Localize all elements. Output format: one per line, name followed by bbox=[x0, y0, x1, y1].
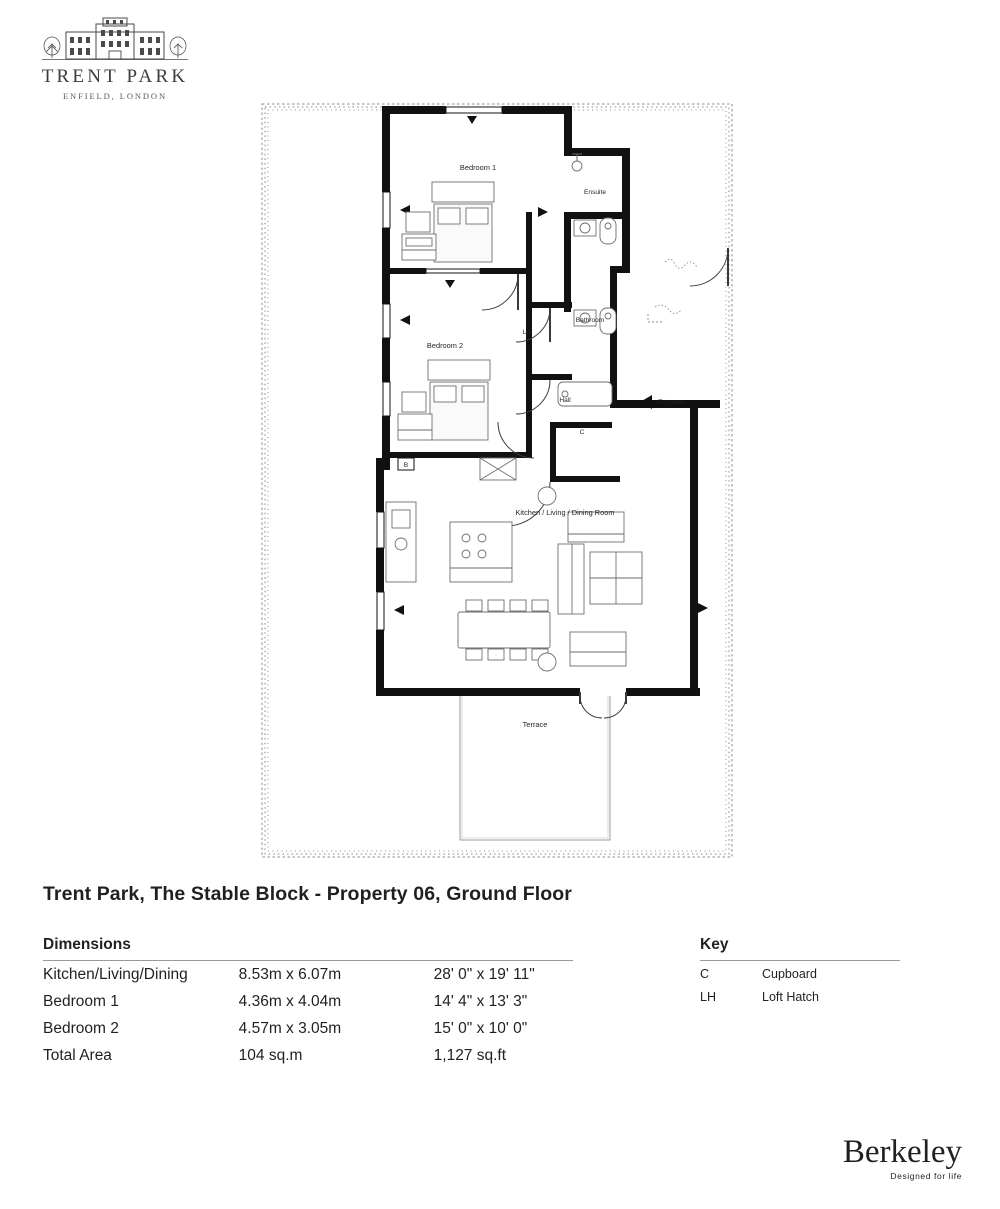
room-label-terrace: Terrace bbox=[522, 720, 548, 729]
dimension-room: Bedroom 1 bbox=[43, 993, 119, 1010]
table-row bbox=[43, 961, 573, 988]
bedroom1-furniture bbox=[402, 182, 494, 262]
bedroom2-furniture bbox=[398, 360, 516, 480]
floor-plan-drawing bbox=[250, 92, 760, 872]
room-label-hall: Hall bbox=[559, 397, 571, 404]
developer-name: Berkeley bbox=[842, 1134, 962, 1170]
hedge-detail bbox=[648, 259, 697, 322]
table-row bbox=[700, 961, 900, 984]
dimension-room: Total Area bbox=[43, 1047, 112, 1064]
table-row bbox=[43, 1015, 573, 1042]
dimension-imperial: 28' 0" x 19' 11" bbox=[433, 966, 535, 983]
dimension-imperial: 15' 0" x 10' 0" bbox=[433, 1020, 528, 1037]
key-code: C bbox=[700, 967, 710, 981]
room-label-bedroom2: Bedroom 2 bbox=[426, 341, 464, 350]
dimension-metric: 104 sq.m bbox=[238, 1047, 303, 1064]
room-label-ensuite: Ensuite bbox=[584, 189, 606, 196]
ensuite-fixtures bbox=[572, 154, 616, 244]
dimension-metric: 8.53m x 6.07m bbox=[238, 966, 342, 983]
room-label-bedroom1: Bedroom 1 bbox=[459, 163, 497, 172]
developer-tagline: Designed for life bbox=[890, 1171, 962, 1181]
dimension-imperial: 1,127 sq.ft bbox=[433, 1047, 507, 1064]
dimension-room: Bedroom 2 bbox=[43, 1020, 119, 1037]
dimension-imperial: 14' 4" x 13' 3" bbox=[433, 993, 528, 1010]
floor-plan bbox=[250, 92, 760, 872]
brand-name: TRENT PARK bbox=[41, 66, 189, 87]
brand-location: ENFIELD, LONDON bbox=[62, 91, 168, 101]
dimension-metric: 4.36m x 4.04m bbox=[238, 993, 342, 1010]
marker-label-cupboard: C bbox=[579, 429, 585, 436]
table-row bbox=[43, 1042, 573, 1069]
key-code: LH bbox=[700, 990, 716, 1004]
page-title: Trent Park, The Stable Block - Property 06, Ground Floor bbox=[43, 883, 572, 905]
key-meaning: Loft Hatch bbox=[762, 990, 819, 1004]
dimensions-heading: Dimensions bbox=[43, 936, 573, 961]
key-block bbox=[700, 936, 900, 1007]
table-row bbox=[700, 984, 900, 1007]
terrace-area bbox=[460, 692, 610, 840]
room-label-bathroom: Bathroom bbox=[575, 317, 605, 324]
key-table bbox=[700, 961, 900, 1007]
table-row bbox=[43, 988, 573, 1015]
dimensions-block bbox=[43, 936, 573, 1069]
dimension-metric: 4.57m x 3.05m bbox=[238, 1020, 342, 1037]
key-heading: Key bbox=[700, 936, 900, 961]
marker-label-boiler: B bbox=[403, 462, 409, 469]
trent-park-logo bbox=[40, 14, 190, 101]
marker-label-entrance: Entrance bbox=[658, 399, 685, 406]
building-illustration-icon bbox=[40, 14, 190, 64]
marker-label-loft-hatch: LH bbox=[522, 329, 532, 336]
dimensions-table bbox=[43, 961, 573, 1069]
dimension-room: Kitchen/Living/Dining bbox=[43, 966, 188, 983]
key-meaning: Cupboard bbox=[762, 967, 817, 981]
room-label-kitchen-living-dining: Kitchen / Living / Dining Room bbox=[515, 508, 615, 517]
berkeley-logo bbox=[843, 1136, 962, 1181]
